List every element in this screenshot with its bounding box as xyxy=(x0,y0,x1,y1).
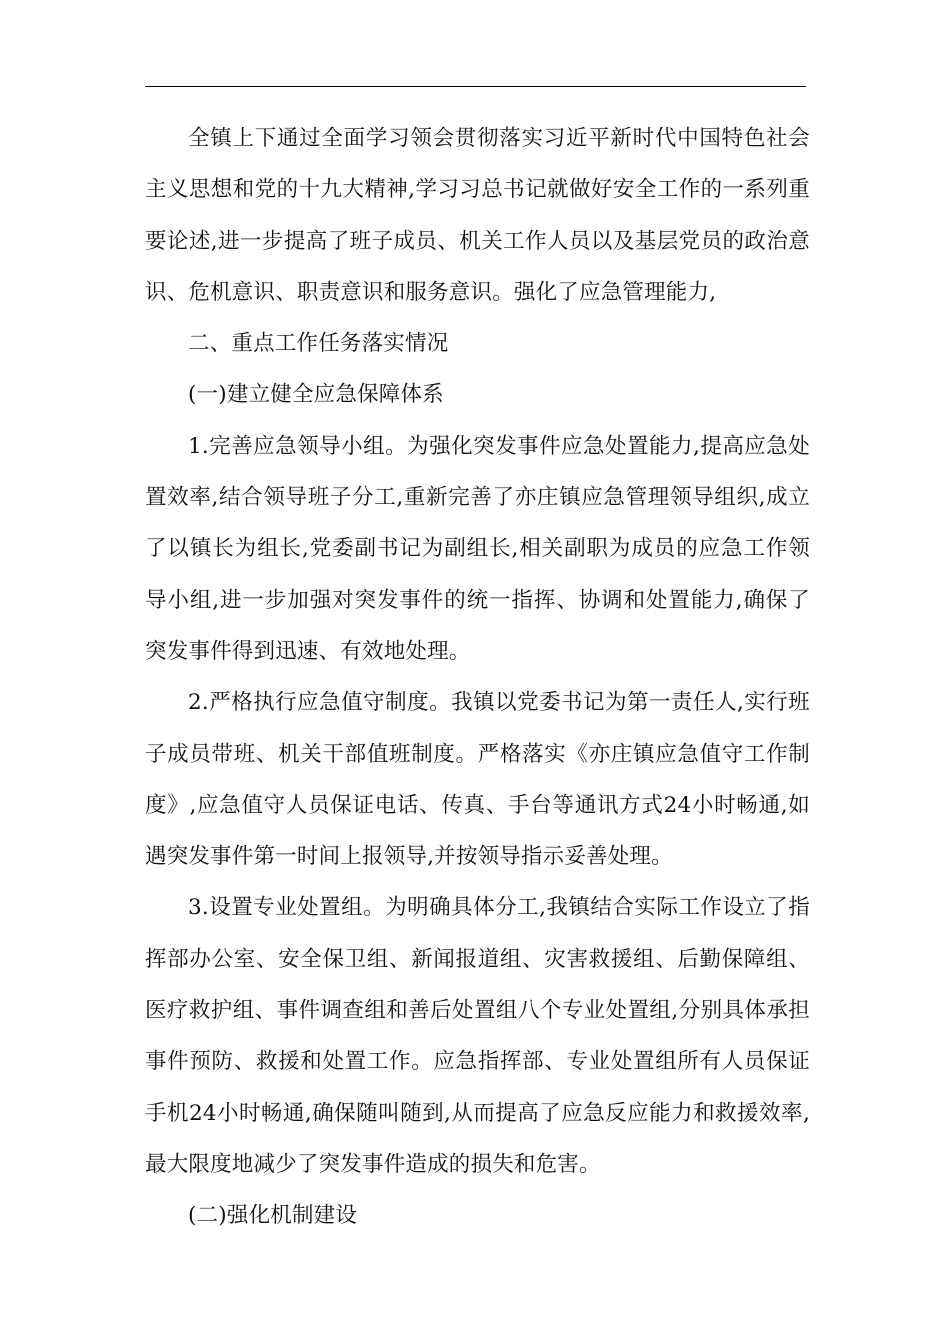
item-paragraph-2: 2.严格执行应急值守制度。我镇以党委书记为第一责任人,实行班子成员带班、机关干部值班制度。严格落实《亦庄镇应急值守工作制度》,应急值守人员保证电话、传真、手台等通讯方式24小时畅通,如遇突发事件第一时间上报领导,并按领导指示妥善处理。 xyxy=(145,690,810,870)
header-rule xyxy=(145,86,806,87)
subsection-heading-2: (二)强化机制建设 xyxy=(188,1203,358,1229)
document-body xyxy=(145,113,810,1242)
subsection-heading-1: (一)建立健全应急保障体系 xyxy=(188,382,444,408)
item-paragraph-1: 1.完善应急领导小组。为强化突发事件应急处置能力,提高应急处置效率,结合领导班子分工,重新完善了亦庄镇应急管理领导组织,成立了以镇长为组长,党委副书记为副组长,相关副职为成员的应急工作领导小组,进一步加强对突发事件的统一指挥、协调和处置能力,确保了突发事件得到迅速、有效地处理。 xyxy=(145,433,810,664)
item-paragraph-3: 3.设置专业处置组。为明确具体分工,我镇结合实际工作设立了指挥部办公室、安全保卫组、新闻报道组、灾害救援组、后勤保障组、医疗救护组、事件调查组和善后处置组八个专业处置组,分别具体承担事件预防、救援和处置工作。应急指挥部、专业处置组所有人员保证手机24小时畅通,确保随叫随到,从而提高了应急反应能力和救援效率,最大限度地减少了突发事件造成的损失和危害。 xyxy=(145,895,810,1177)
section-heading-2: 二、重点工作任务落实情况 xyxy=(188,331,449,357)
intro-paragraph: 全镇上下通过全面学习领会贯彻落实习近平新时代中国特色社会主义思想和党的十九大精神,学习习总书记就做好安全工作的一系列重要论述,进一步提高了班子成员、机关工作人员以及基层党员的政治意识、危机意识、职责意识和服务意识。强化了应急管理能力, xyxy=(145,126,810,305)
